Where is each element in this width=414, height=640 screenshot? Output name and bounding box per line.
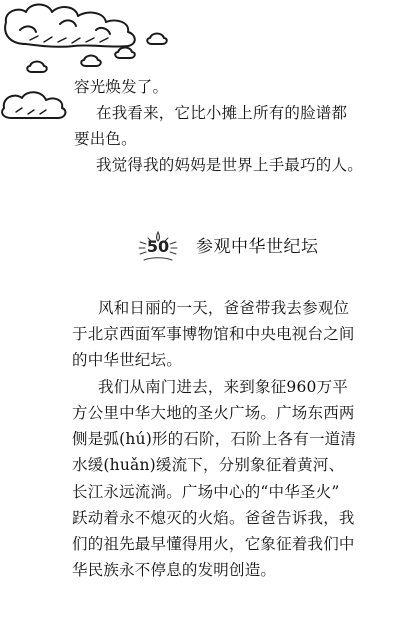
paragraph-line: 跃动着永不熄灭的火焰。爸爸告诉我，我 [72, 509, 355, 527]
chapter-number: 50 [146, 237, 170, 256]
paragraph-line: 于北京西面军事博物馆和中央电视台之间 [72, 325, 355, 343]
paragraph-line: 在我看来，它比小摊上所有的脸谱都 [96, 104, 348, 122]
paragraph-line: 长江永远流淌。广场中心的“中华圣火” [72, 483, 340, 501]
paragraph-line: 华民族永不停息的发明创造。 [72, 561, 277, 579]
chapter-badge [136, 230, 180, 264]
paragraph-line: 容光焕发了。 [74, 78, 169, 96]
paragraph-line: 侧是弧(hú)形的石阶，石阶上各有一道清 [72, 430, 357, 448]
paragraph-line: 水缓(huǎn)缓流下，分别象征着黄河、 [72, 456, 345, 474]
chapter-heading [136, 230, 319, 264]
paragraph-line: 的中华世纪坛。 [72, 351, 182, 369]
paragraph-line: 们的祖先最早懂得用火，它象征着我们中 [72, 535, 355, 553]
paragraph-line: 我们从南门进去，来到象征960万平 [98, 378, 348, 396]
paragraph-line: 我觉得我的妈妈是世界上手最巧的人。 [96, 156, 363, 174]
paragraph-line: 方公里中华大地的圣火广场。广场东西两 [72, 404, 355, 422]
paragraph-line: 要出色。 [74, 130, 137, 148]
paragraph-line: 风和日丽的一天，爸爸带我去参观位 [98, 299, 350, 317]
chapter-title: 参观中华世纪坛 [196, 237, 319, 257]
